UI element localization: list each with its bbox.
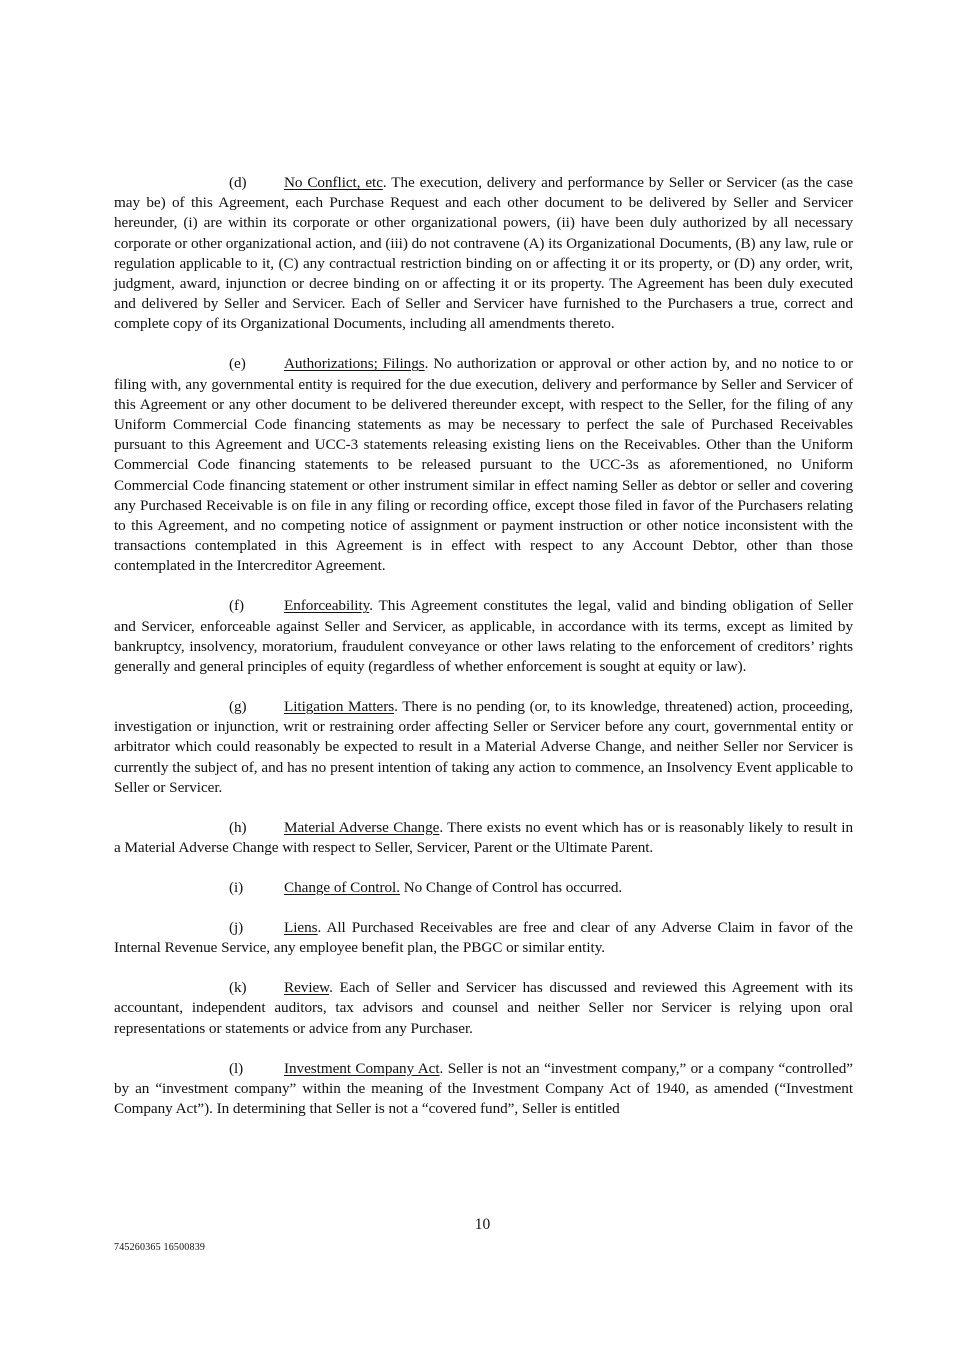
paragraph-heading: Litigation Matters	[284, 698, 395, 716]
document-body	[114, 173, 853, 1139]
paragraph-text: . All Purchased Receivables are free and clear of any Adverse Claim in favor of the Internal Revenue Service, any employee benefit plan, the PBGC or similar entity.	[114, 919, 853, 957]
paragraph-number: (l)	[229, 1059, 244, 1077]
paragraph-heading: Material Adverse Change	[284, 818, 440, 836]
paragraph-number: (k)	[229, 979, 247, 997]
paragraph-number: (g)	[229, 698, 247, 716]
paragraph-number: (j)	[229, 919, 244, 937]
paragraph-heading: Liens	[284, 919, 318, 937]
paragraph-number: (h)	[229, 818, 247, 836]
paragraph-heading: Investment Company Act	[284, 1059, 440, 1077]
paragraph-text: . The execution, delivery and performance by Seller or Servicer (as the case may be) of this Agreement, each Purchase Request and each other document to be delivered by Seller and Servicer hereunder, (i) are within its corporate or other organizational powers, (ii) have been duly authorized by all necessary corporate or other organizational action, and (iii) do not contravene (A) its Organizational Documents, (B) any law, rule or regulation applicable to it, (C) any contractual restriction binding on or affecting it or its property, or (D) any order, writ, judgment, award, injunction or decree binding on or affecting it or its property. The Agreement has been duly executed and delivered by Seller and Servicer. Each of Seller and Servicer have furnished to the Purchasers a true, correct and complete copy of its Organizational Documents, including all amendments thereto.	[114, 174, 853, 333]
paragraph-text: . There is no pending (or, to its knowledge, threatened) action, proceeding, investigation or injunction, writ or restraining order affecting Seller or Servicer before any court, governmental entity or arbitrator which could reasonably be expected to result in a Material Adverse Change, and neither Seller nor Servicer is currently the subject of, and has no present intention of taking any action to commence, an Insolvency Event applicable to Seller or Servicer.	[114, 698, 853, 796]
paragraph-text: . There exists no event which has or is reasonably likely to result in a Material Adverse Change with respect to Seller, Servicer, Parent or the Ultimate Parent.	[114, 818, 853, 857]
paragraph-e	[114, 354, 853, 576]
paragraph-i	[114, 878, 853, 898]
paragraph-number: (f)	[229, 597, 245, 615]
paragraph-d	[114, 173, 853, 335]
paragraph-text: . Seller is not an “investment company,” or a company “controlled” by an “investment company” within the meaning of the Investment Company Act of 1940, as amended (“Investment Company Act”). In determining that Seller is not a “covered fund”, Seller is entitled	[114, 1059, 853, 1118]
paragraph-g	[114, 697, 853, 798]
paragraph-text: . Each of Seller and Servicer has discussed and reviewed this Agreement with its accountant, independent auditors, tax advisors and counsel and neither Seller nor Servicer is relying upon oral representations or statements or advice from any Purchaser.	[114, 979, 853, 1037]
paragraph-h	[114, 818, 853, 858]
paragraph-text: No Change of Control has occurred.	[399, 879, 623, 897]
paragraph-heading: No Conflict, etc	[284, 174, 383, 191]
paragraph-k	[114, 978, 853, 1039]
paragraph-heading: Enforceability	[284, 597, 370, 615]
paragraph-heading: Review	[284, 979, 330, 997]
page-number: 10	[474, 1216, 491, 1233]
document-id: 745260365 16500839	[114, 1242, 206, 1253]
paragraph-f	[114, 596, 853, 677]
paragraph-number: (i)	[229, 879, 244, 897]
paragraph-heading: Change of Control.	[284, 879, 400, 897]
paragraph-j	[114, 918, 853, 958]
paragraph-number: (d)	[229, 174, 247, 191]
paragraph-text: . No authorization or approval or other action by, and no notice to or filing with, any governmental entity is required for the due execution, delivery and performance by Seller and Servicer of this Agreement or any other document to be delivered thereunder except, with respect to the Seller, for the filing of any Uniform Commercial Code financing statements as may be necessary to perfect the sale of Purchased Receivables pursuant to this Agreement and UCC-3 statements releasing existing liens on the Receivables. Other than the Uniform Commercial Code financing statements to be released pursuant to the UCC-3s as aforementioned, no Uniform Commercial Code financing statement or other instrument similar in effect naming Seller as debtor or seller and covering any Purchased Receivable is on file in any filing or recording office, except those filed in favor of the Purchasers relating to this Agreement, and no competing notice of assignment or payment instruction or other notice inconsistent with the transactions contemplated in this Agreement is in effect with respect to any Account Debtor, other than those contemplated in the Intercreditor Agreement.	[114, 355, 853, 575]
paragraph-number: (e)	[229, 355, 246, 373]
paragraph-heading: Authorizations; Filings	[284, 355, 425, 373]
paragraph-l	[114, 1059, 853, 1120]
paragraph-text: . This Agreement constitutes the legal, valid and binding obligation of Seller and Servicer, enforceable against Seller and Servicer, as applicable, in accordance with its terms, except as limited by bankruptcy, insolvency, moratorium, fraudulent conveyance or other laws relating to the enforcement of creditors’ rights generally and general principles of equity (regardless of whether enforcement is sought at equity or law).	[114, 597, 853, 676]
